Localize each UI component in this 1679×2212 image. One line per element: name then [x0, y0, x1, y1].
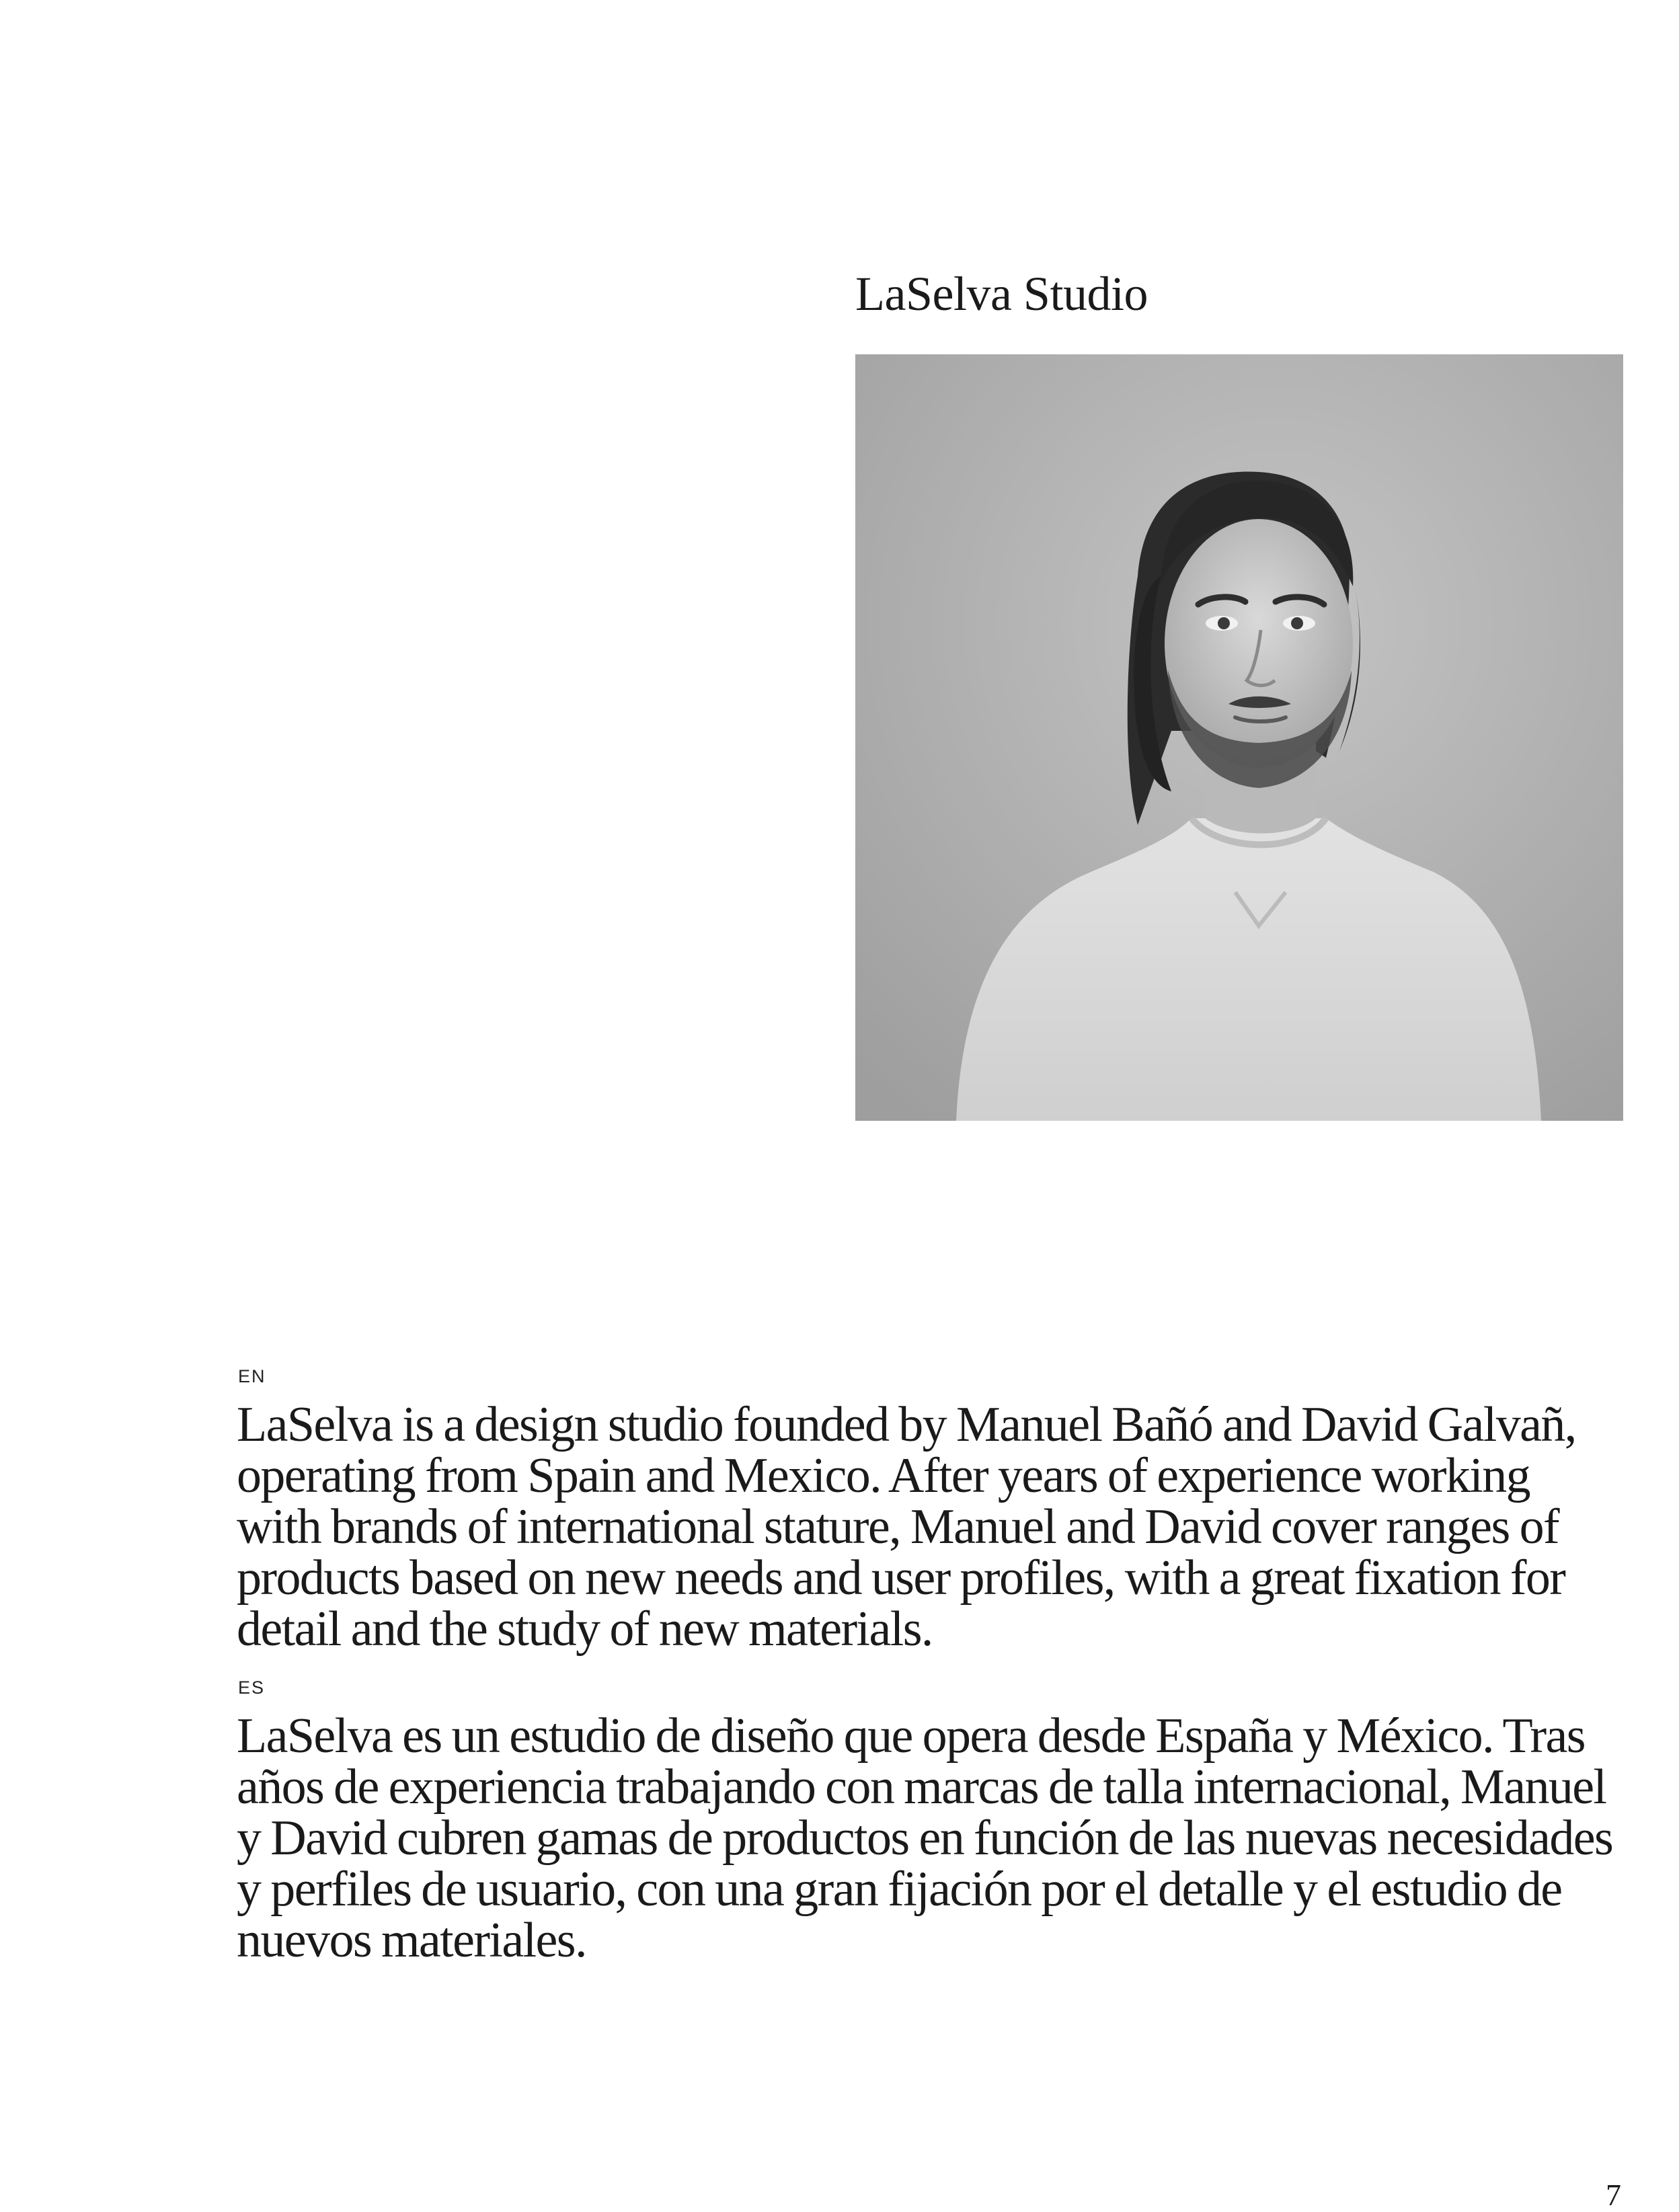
page-number: 7 — [1606, 2178, 1621, 2212]
bio-text-en: LaSelva is a design studio founded by Manuel Bañó and David Galvañ, operating from Spain and Mexico. After years of experience working with brands of international stature, Manuel and David cover ranges of products based on new needs and user profiles, with a great fixation for detail and the study of new materials. — [237, 1397, 1576, 1657]
portrait-photo — [855, 354, 1623, 1121]
page-title: LaSelva Studio — [855, 267, 1148, 321]
bio-text-es: LaSelva es un estudio de diseño que opera desde España y México. Tras años de experiencia trabajando con marcas de talla internacional, Manuel y David cubren gamas de productos en función de las nuevas necesidades y perfiles de usuario, con una gran fijación por el detalle y el estudio de nuevos materiales. — [237, 1708, 1613, 1968]
portrait-illustration — [855, 354, 1623, 1121]
language-label-en: EN — [238, 1366, 266, 1386]
language-label-es: ES — [238, 1677, 266, 1698]
